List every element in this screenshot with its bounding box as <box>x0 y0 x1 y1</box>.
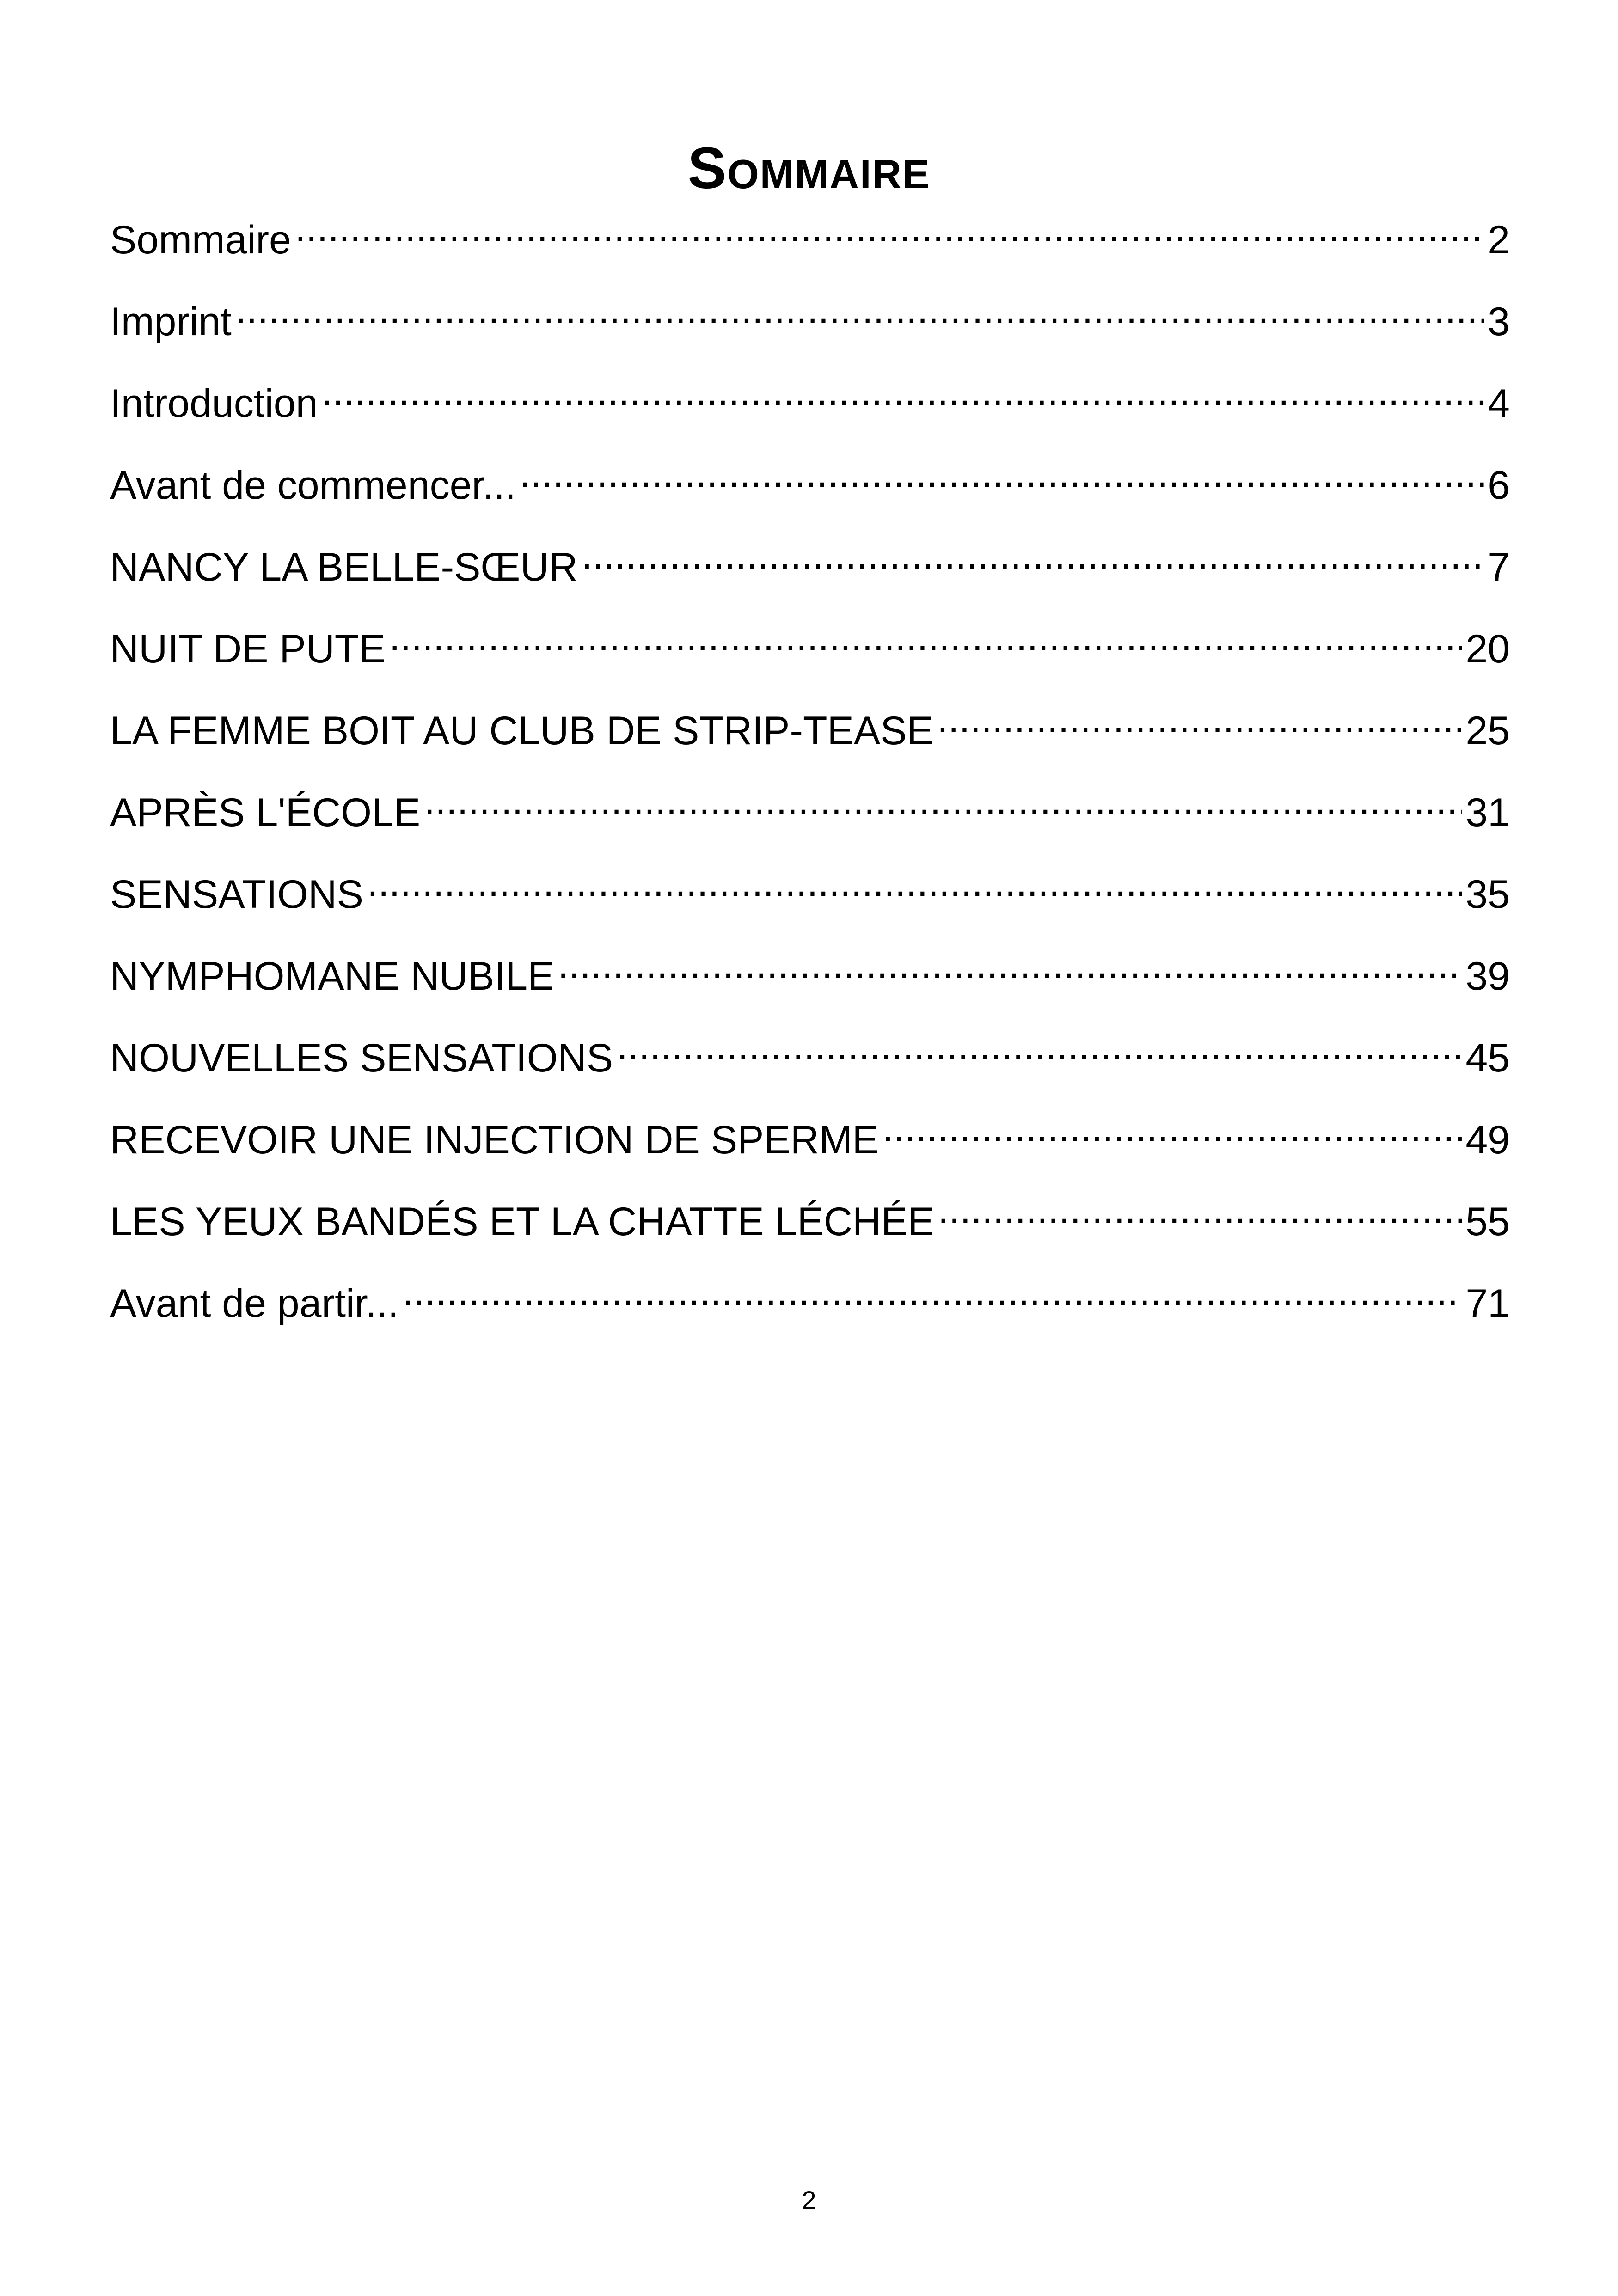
toc-dot-leader <box>424 775 1462 826</box>
table-of-contents <box>110 202 1510 1348</box>
toc-entry[interactable] <box>110 612 1510 693</box>
toc-entry-page: 35 <box>1465 872 1510 917</box>
toc-entry-page: 45 <box>1465 1036 1510 1080</box>
toc-entry[interactable] <box>110 1266 1510 1348</box>
toc-entry[interactable] <box>110 202 1510 284</box>
toc-entry-title: Imprint <box>110 300 232 344</box>
toc-dot-leader <box>367 857 1462 908</box>
toc-entry-page: 3 <box>1488 300 1510 344</box>
toc-entry-page: 2 <box>1488 218 1510 262</box>
toc-dot-leader <box>520 448 1484 499</box>
toc-entry[interactable] <box>110 1102 1510 1184</box>
toc-entry-title: NYMPHOMANE NUBILE <box>110 954 554 998</box>
toc-entry-page: 6 <box>1488 463 1510 508</box>
toc-entry-page: 7 <box>1488 545 1510 589</box>
toc-entry[interactable] <box>110 1021 1510 1102</box>
toc-entry-title: Introduction <box>110 381 318 426</box>
toc-entry[interactable] <box>110 284 1510 366</box>
toc-dot-leader <box>938 1184 1462 1235</box>
toc-entry-page: 31 <box>1465 790 1510 835</box>
toc-entry-title: NOUVELLES SENSATIONS <box>110 1036 613 1080</box>
toc-entry-title: NUIT DE PUTE <box>110 627 386 671</box>
toc-entry[interactable] <box>110 1184 1510 1266</box>
toc-entry-title: Sommaire <box>110 218 291 262</box>
toc-entry-title: Avant de partir... <box>110 1281 399 1326</box>
toc-entry-page: 4 <box>1488 381 1510 426</box>
toc-entry-title: Avant de commencer... <box>110 463 516 508</box>
toc-dot-leader <box>558 939 1462 990</box>
toc-entry-page: 71 <box>1465 1281 1510 1326</box>
toc-dot-leader <box>582 530 1484 581</box>
toc-entry-page: 25 <box>1465 709 1510 753</box>
toc-entry[interactable] <box>110 448 1510 530</box>
toc-dot-leader <box>321 366 1484 417</box>
toc-dot-leader <box>617 1021 1462 1071</box>
toc-entry-title: SENSATIONS <box>110 872 363 917</box>
toc-entry-title: RECEVOIR UNE INJECTION DE SPERME <box>110 1118 879 1162</box>
toc-dot-leader <box>389 612 1462 662</box>
toc-entry-title: NANCY LA BELLE-SŒUR <box>110 545 578 589</box>
toc-entry[interactable] <box>110 366 1510 448</box>
toc-entry-page: 55 <box>1465 1200 1510 1244</box>
toc-entry-page: 49 <box>1465 1118 1510 1162</box>
toc-entry[interactable] <box>110 939 1510 1021</box>
toc-entry-page: 20 <box>1465 627 1510 671</box>
toc-entry[interactable] <box>110 775 1510 857</box>
toc-entry[interactable] <box>110 857 1510 939</box>
toc-entry[interactable] <box>110 530 1510 612</box>
toc-entry-title: APRÈS L'ÉCOLE <box>110 790 421 835</box>
toc-dot-leader <box>295 202 1484 253</box>
toc-dot-leader <box>937 693 1462 744</box>
page-number: 2 <box>802 2186 816 2215</box>
toc-dot-leader <box>403 1266 1462 1317</box>
toc-dot-leader <box>883 1102 1462 1153</box>
toc-dot-leader <box>235 284 1484 335</box>
toc-entry-title: LA FEMME BOIT AU CLUB DE STRIP-TEASE <box>110 709 933 753</box>
toc-entry-title: LES YEUX BANDÉS ET LA CHATTE LÉCHÉE <box>110 1200 934 1244</box>
toc-entry-page: 39 <box>1465 954 1510 998</box>
page-title: Sommaire <box>687 135 931 201</box>
toc-entry[interactable] <box>110 693 1510 775</box>
